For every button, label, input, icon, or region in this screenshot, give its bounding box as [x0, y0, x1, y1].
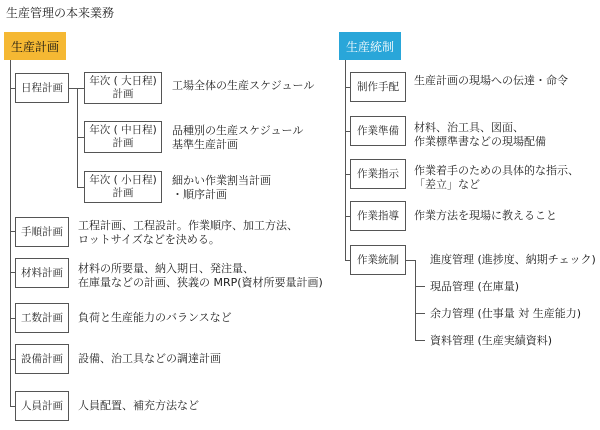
schedule-plan-label: 日程計画 — [21, 81, 63, 94]
personnel-plan-box — [15, 391, 69, 421]
box-label-line1: 年次 ( 大日程) — [89, 75, 157, 87]
work-preparation-box — [350, 116, 406, 146]
control-spine — [345, 60, 346, 261]
equipment-plan-label: 設備計画 — [21, 352, 63, 365]
work-instruction-box — [350, 159, 406, 189]
procedure-plan-box — [15, 217, 69, 247]
work-preparation-label: 作業準備 — [357, 124, 399, 137]
diagram-title: 生産管理の本来業務 — [6, 6, 115, 20]
desc-line1: 人員配置、補充方法など — [78, 399, 199, 412]
work-instruction-desc — [414, 164, 579, 192]
manhour-plan-box — [15, 303, 69, 333]
equipment-plan-box — [15, 344, 69, 374]
branch-line — [77, 137, 84, 138]
work-preparation-desc — [414, 121, 546, 149]
personnel-plan-desc — [78, 399, 199, 413]
production-arrangement-label: 制作手配 — [357, 80, 399, 93]
desc-line1: 材料の所要量、納入期日、発注量、 — [78, 262, 254, 275]
box-label-line2: 計画 — [112, 88, 134, 100]
progress-management: 進度管理 (進捗度、納期チェック) — [430, 253, 596, 266]
manhour-plan-desc — [78, 311, 232, 325]
branch-line — [77, 187, 84, 188]
production-arrangement-box — [350, 72, 406, 102]
branch-line — [415, 340, 425, 341]
desc-line1: 負荷と生産能力のバランスなど — [78, 311, 232, 324]
desc-line1: 工場全体の生産スケジュール — [172, 79, 315, 92]
desc-line1: 材料、治工具、図面、 — [414, 121, 524, 134]
desc-line2: 基準生産計画 — [172, 138, 238, 151]
personnel-plan-label: 人員計画 — [21, 399, 63, 412]
annual-major-plan-box — [84, 72, 162, 104]
desc-line2: 「差立」など — [414, 178, 480, 191]
production-arrangement-desc — [414, 74, 568, 88]
material-plan-desc — [78, 262, 323, 290]
annual-middle-plan-box — [84, 121, 162, 153]
desc-line1: 品種別の生産スケジュール — [172, 124, 304, 137]
box-label-line2: 計画 — [112, 187, 134, 199]
box-label-line2: 計画 — [112, 137, 134, 149]
planning-spine — [10, 60, 11, 406]
schedule-plan-box — [15, 73, 69, 103]
material-plan-box — [15, 258, 69, 288]
annual-minor-plan-box — [84, 171, 162, 203]
capacity-management: 余力管理 (仕事量 対 生産能力) — [430, 307, 582, 320]
annual-middle-plan-desc — [172, 124, 303, 152]
branch-line — [406, 260, 415, 261]
desc-line1: 作業方法を現場に教えること — [414, 209, 557, 222]
control-header: 生産統制 — [339, 32, 401, 60]
desc-line1: 作業着手のための具体的な指示、 — [414, 164, 579, 177]
work-control-label: 作業統制 — [357, 253, 399, 266]
work-guidance-desc — [414, 209, 557, 223]
desc-line1: 生産計画の現場への伝達・命令 — [414, 74, 568, 87]
work-control-sub-spine — [415, 260, 416, 340]
desc-line2: 在庫量などの計画、狭義の MRP(資材所要量計画) — [78, 276, 323, 289]
procedure-plan-label: 手順計画 — [21, 225, 63, 238]
work-control-box — [350, 245, 406, 275]
branch-line — [69, 88, 77, 89]
desc-line2: ロットサイズなどを決める。 — [78, 233, 220, 246]
procedure-plan-desc — [78, 219, 298, 247]
branch-line — [415, 313, 425, 314]
planning-header: 生産計画 — [4, 32, 66, 60]
branch-line — [77, 88, 84, 89]
work-guidance-box — [350, 201, 406, 231]
desc-line1: 工程計画、工程設計。作業順序、加工方法、 — [78, 219, 298, 232]
annual-minor-plan-desc — [172, 174, 271, 202]
branch-line — [415, 286, 425, 287]
equipment-plan-desc — [78, 352, 221, 366]
material-plan-label: 材料計画 — [21, 266, 63, 279]
box-label-line1: 年次 ( 小日程) — [89, 174, 157, 186]
box-label-line1: 年次 ( 中日程) — [89, 124, 157, 136]
annual-major-plan-desc — [172, 79, 314, 93]
desc-line1: 細かい作業割当計画 — [172, 174, 271, 187]
desc-line2: ・順序計画 — [172, 188, 227, 201]
work-guidance-label: 作業指導 — [357, 209, 399, 222]
work-instruction-label: 作業指示 — [357, 167, 399, 180]
desc-line2: 作業標準書などの現場配備 — [414, 135, 546, 148]
records-management: 資料管理 (生産実績資料) — [430, 334, 553, 347]
manhour-plan-label: 工数計画 — [21, 311, 63, 324]
desc-line1: 設備、治工具などの調達計画 — [78, 352, 221, 365]
inventory-management: 現品管理 (在庫量) — [430, 280, 520, 293]
